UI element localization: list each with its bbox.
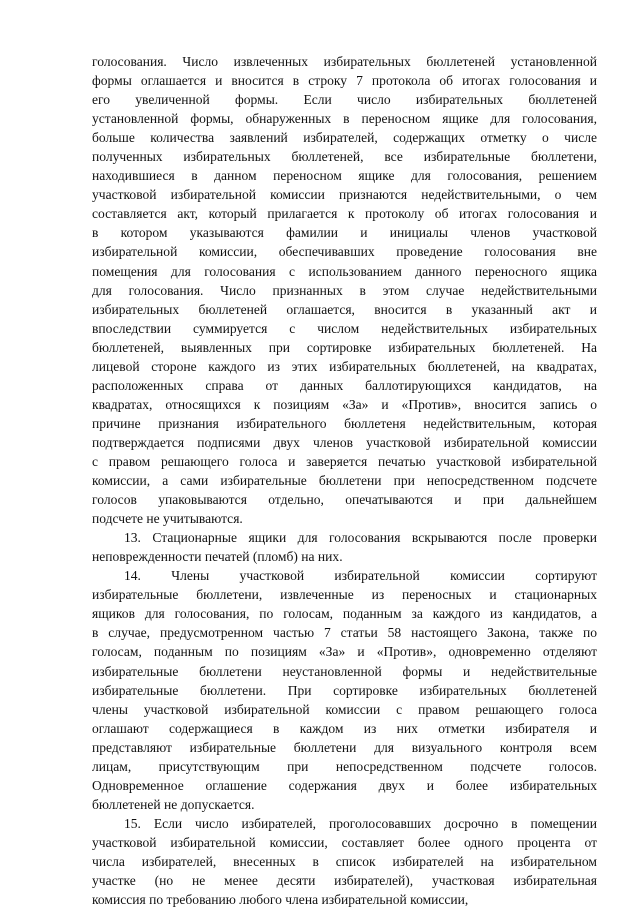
text-line: расположенных справа от данных баллотирующихся кандидатов, на [92, 377, 597, 393]
text-line: ящиков для голосования, по голосам, поданным за каждого из кандидатов, а [92, 606, 597, 622]
text-line: для голосования. Число признанных в этом случае недействительными [92, 282, 597, 298]
text-line: находившиеся в данном переносном ящике для голосования, решением [92, 168, 597, 184]
text-line: бюллетеней не допускается. [92, 796, 255, 812]
text-line: комиссия по требованию любого члена избирательной комиссии, [92, 892, 469, 908]
text-line: голосов упаковываются отдельно, опечатываются и при дальнейшем [92, 492, 597, 508]
text-line: формы оглашается и вносится в строку 7 протокола об итогах голосования и [92, 73, 597, 89]
text-line: числа избирателей, внесенных в список избирателей на избирательном [92, 853, 597, 869]
text-line: составляется акт, который прилагается к протоколу об итогах голосования и [92, 206, 597, 222]
text-line: в котором указываются фамилии и инициалы членов участковой [92, 225, 597, 241]
text-line: участковой избирательной комиссии, составляет более одного процента от [92, 834, 597, 850]
text-line: избирательные бюллетени. При сортировке избирательных бюллетеней [92, 682, 597, 698]
text-line: подтверждается подписями двух членов участковой избирательной комиссии [92, 434, 597, 450]
text-line: причине признания избирательного бюллетеня недействительным, которая [92, 415, 597, 431]
text-line: впоследствии суммируется с числом недействительных избирательных [92, 320, 597, 336]
text-line: комиссии, а сами избирательные бюллетени при непосредственном подсчете [92, 473, 597, 489]
text-line: квадратах, относящихся к позициям «За» и «Против», вносится запись о [92, 396, 597, 412]
text-line: участковой избирательной комиссии признаются недействительными, о чем [92, 187, 597, 203]
text-line: голосам, поданным по позициям «За» и «Против», одновременно отделяют [92, 644, 597, 660]
paragraph [92, 52, 597, 528]
text-line: бюллетеней, выявленных при сортировке избирательных бюллетеней. На [92, 339, 597, 355]
text-line: помещения для голосования с использованием данного переносного ящика [92, 263, 597, 279]
text-line: подсчете не учитываются. [92, 511, 243, 527]
text-line: полученных избирательных бюллетеней, все избирательные бюллетени, [92, 149, 597, 165]
text-line: 14. Члены участковой избирательной комиссии сортируют [124, 568, 597, 584]
paragraph [92, 528, 597, 566]
text-line: 13. Стационарные ящики для голосования вскрываются после проверки [124, 530, 597, 546]
text-line: с правом решающего голоса и заверяется печатью участковой избирательной [92, 453, 597, 469]
text-line: избирательные бюллетени неустановленной формы и недействительные [92, 663, 597, 679]
text-line: члены участковой избирательной комиссии с правом решающего голоса [92, 701, 597, 717]
text-line: в случае, предусмотренном частью 7 статьи 58 настоящего Закона, также по [92, 625, 597, 641]
text-line: 15. Если число избирателей, проголосовавших досрочно в помещении [124, 815, 597, 831]
text-line: избирательной комиссии, обеспечивавших проведение голосования вне [92, 244, 597, 260]
text-line: голосования. Число извлеченных избирательных бюллетеней установленной [92, 54, 597, 69]
text-line: избирательных бюллетеней оглашается, вносится в указанный акт и [92, 301, 597, 317]
paragraph [92, 814, 597, 909]
text-line: оглашают содержащиеся в каждом из них отметки избирателя и [92, 720, 597, 736]
text-line: больше количества заявлений избирателей, содержащих отметку о числе [92, 130, 597, 146]
text-line: неповрежденности печатей (пломб) на них. [92, 549, 343, 565]
text-line: участке (но не менее десяти избирателей), участковая избирательная [92, 873, 597, 889]
text-line: избирательные бюллетени, извлеченные из переносных и стационарных [92, 587, 597, 603]
text-line: лицам, присутствующим при непосредственном подсчете голосов. [92, 758, 597, 774]
document-page [92, 52, 597, 909]
paragraph [92, 566, 597, 814]
text-line: Одновременное оглашение содержания двух и более избирательных [92, 777, 597, 793]
text-line: его увеличенной формы. Если число избирательных бюллетеней [92, 92, 597, 108]
text-line: представляют избирательные бюллетени для визуального контроля всем [92, 739, 597, 755]
text-line: установленной формы, обнаруженных в переносном ящике для голосования, [92, 111, 597, 127]
text-line: лицевой стороне каждого из этих избирательных бюллетеней, на квадратах, [92, 358, 597, 374]
